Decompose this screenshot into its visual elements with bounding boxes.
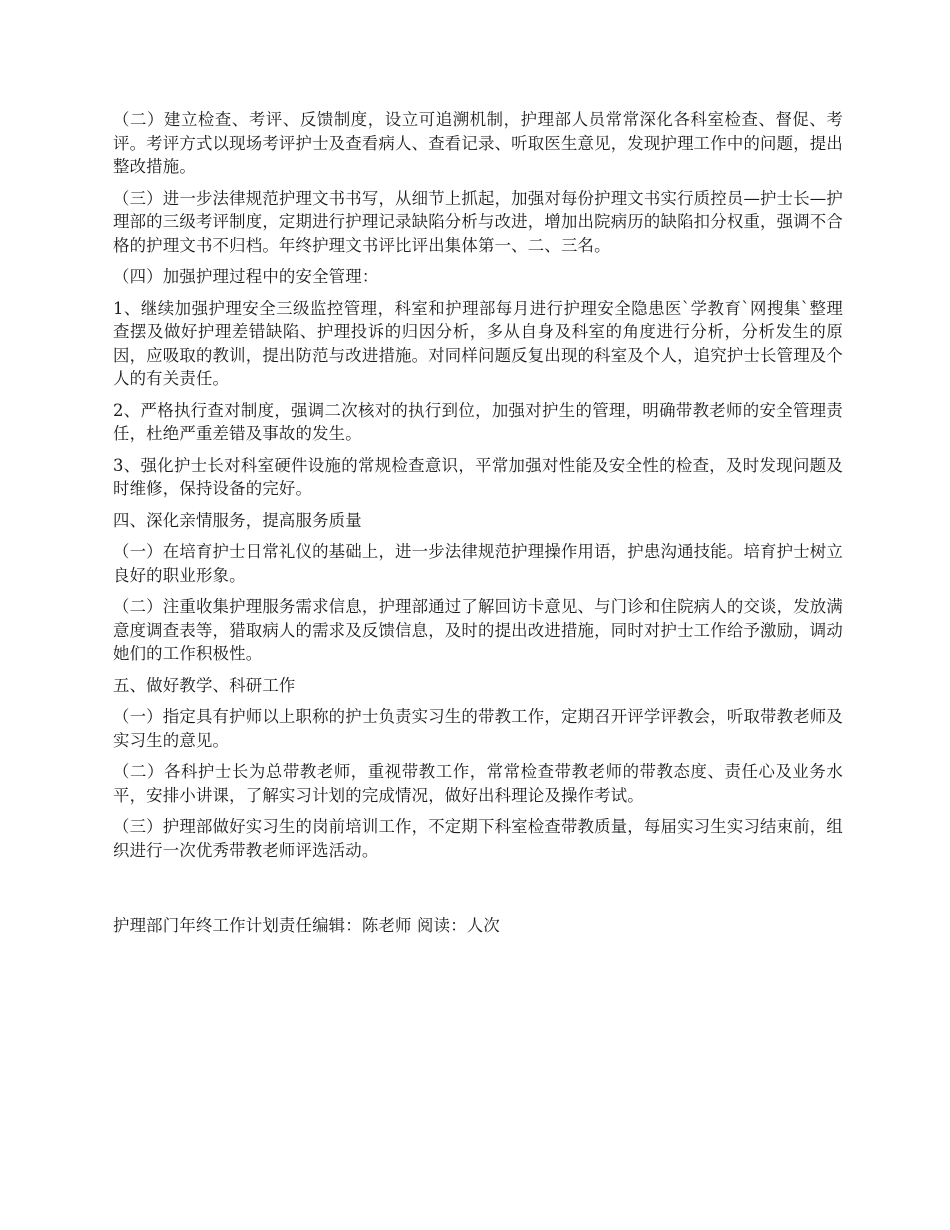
document-body	[113, 108, 843, 938]
paragraph-teaching-2: （二）各科护士长为总带教老师，重视带教工作，常常检查带教老师的带教态度、责任心及业务水平，安排小讲课，了解实习计划的完成情况，做好出科理论及操作考试。	[113, 762, 843, 805]
paragraph-safety-item-3: 3、强化护士长对科室硬件设施的常规检查意识，平常加强对性能及安全性的检查，及时发现问题及时维修，保持设备的完好。	[113, 455, 843, 498]
section-heading-teaching: 五、做好教学、科研工作	[113, 675, 296, 695]
paragraph-teaching-1: （一）指定具有护师以上职称的护士负责实习生的带教工作，定期召开评学评教会，听取带教老师及实习生的意见。	[113, 707, 843, 750]
paragraph-service-1: （一）在培育护士日常礼仪的基础上，进一步法律规范护理操作用语，护患沟通技能。培育护士树立良好的职业形象。	[113, 542, 843, 585]
footer-editor-line: 护理部门年终工作计划责任编辑：陈老师 阅读：人次	[113, 916, 500, 935]
paragraph-service-2: （二）注重收集护理服务需求信息，护理部通过了解回访卡意见、与门诊和住院病人的交谈，发放满意度调查表等，猎取病人的需求及反馈信息，及时的提出改进措施，同时对护士工作给予激励，调动她们的工作积极性。	[113, 597, 843, 663]
paragraph-nursing-documents: （三）进一步法律规范护理文书书写，从细节上抓起，加强对每份护理文书实行质控员—护士长—护理部的三级考评制度，定期进行护理记录缺陷分析与改进，增加出院病历的缺陷扣分权重，强调不合格的护理文书不归档。年终护理文书评比评出集体第一、二、三名。	[113, 188, 843, 255]
paragraph-safety-item-1: 1、继续加强护理安全三级监控管理，科室和护理部每月进行护理安全隐患医`学教育`网搜集`整理查摆及做好护理差错缺陷、护理投诉的归因分析，多从自身及科室的角度进行分析，分析发生的原因，应吸取的教训，提出防范与改进措施。对同样问题反复出现的科室及个人，追究护士长管理及个人的有关责任。	[113, 298, 843, 388]
paragraph-safety-heading: （四）加强护理过程中的安全管理：	[113, 267, 379, 286]
section-heading-service: 四、深化亲情服务，提高服务质量	[113, 510, 362, 530]
paragraph-safety-item-2: 2、严格执行查对制度，强调二次核对的执行到位，加强对护生的管理，明确带教老师的安全管理责任，杜绝严重差错及事故的发生。	[113, 400, 843, 443]
paragraph-inspection-system: （二）建立检查、考评、反馈制度，设立可追溯机制，护理部人员常常深化各科室检查、督促、考评。考评方式以现场考评护士及查看病人、查看记录、听取医生意见，发现护理工作中的问题，提出整改措施。	[113, 110, 843, 176]
paragraph-teaching-3: （三）护理部做好实习生的岗前培训工作，不定期下科室检查带教质量，每届实习生实习结束前，组织进行一次优秀带教老师评选活动。	[113, 817, 843, 860]
spacer	[113, 870, 843, 914]
